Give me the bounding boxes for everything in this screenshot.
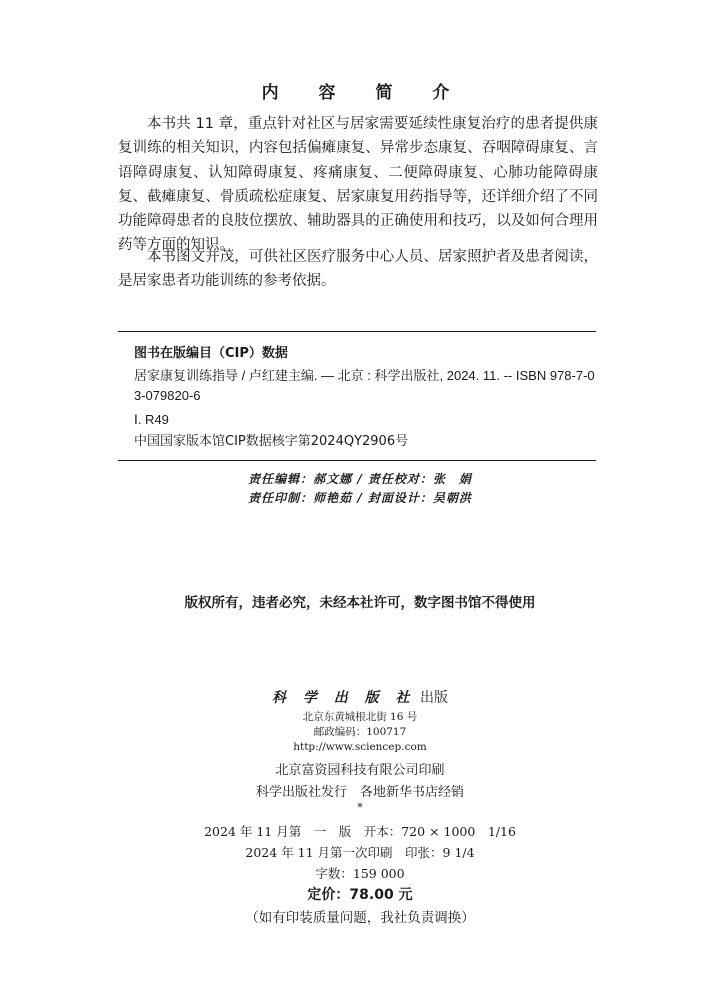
cip-entry: 居家康复训练指导 / 卢红建主编. — 北京 : 科学出版社, 2024. 11. -- ISBN 978-7-03-079820-6 (134, 368, 595, 403)
intro-paragraph-2: 本书图文并茂，可供社区医疗服务中心人员、居家照护者及患者阅读，是居家患者功能训练的参考依据。 (118, 249, 598, 290)
copyright-notice: 版权所有，违者必究，未经本社许可，数字图书馆不得使用 (184, 595, 536, 611)
price: 定价：78.00 元 (307, 887, 413, 903)
separator-asterisk: * (357, 801, 363, 814)
word-count: 字数：159 000 (315, 866, 405, 881)
intro-paragraph-1: 本书共 11 章，重点针对社区与居家需要延续性康复治疗的患者提供康复训练的相关知识，内容包括偏瘫康复、异常步态康复、吞咽障碍康复、言语障碍康复、认知障碍康复、疼痛康复、二便障碍康复、心肺功能障碍康复、截瘫康复、骨质疏松症康复、居家康复用药指导等，还详细介绍了不同功能障碍患者的良肢位摆放、辅助器具的正确使用和技巧，以及如何合理用药等方面的知识。 (118, 116, 598, 254)
publisher-url: http://www.sciencep.com (293, 741, 427, 753)
printer-line: 北京富资园科技有限公司印刷 (275, 763, 445, 778)
editor-credits: 责任编辑：郝文娜 / 责任校对：张 娟 (248, 472, 472, 486)
distribution-line: 科学出版社发行 各地新华书店经销 (255, 785, 464, 800)
edition-line: 2024 年 11 月第 一 版 开本：720 × 1000 1/16 (204, 824, 516, 839)
publisher-address: 北京东黄城根北街 16 号 (302, 711, 418, 723)
cip-classification: Ⅰ. R49 (134, 412, 169, 427)
publisher-suffix: 出版 (419, 690, 448, 706)
publisher-logo-text: 科 学 出 版 社 (272, 690, 416, 706)
cip-heading: 图书在版编目（CIP）数据 (134, 346, 288, 361)
printing-line: 2024 年 11 月第一次印刷 印张：9 1/4 (245, 845, 475, 860)
quality-note: （如有印装质量问题，我社负责调换） (245, 910, 475, 926)
cip-record-number: 中国国家版本馆CIP数据核字第2024QY2906号 (134, 434, 409, 449)
production-credits: 责任印制：师艳茹 / 封面设计：吴朝洪 (248, 491, 472, 505)
publisher-line (0, 687, 720, 707)
cip-top-rule (118, 331, 596, 332)
publisher-postal-code: 邮政编码：100717 (313, 726, 407, 738)
page-title: 内 容 简 介 (261, 83, 467, 103)
cip-bottom-rule (118, 460, 596, 461)
